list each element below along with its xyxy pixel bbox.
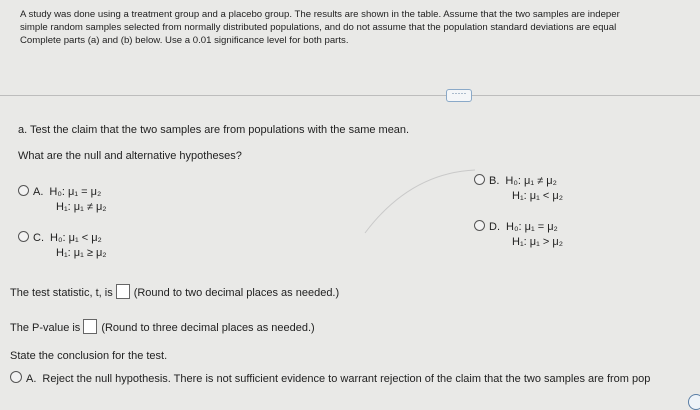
option-a-letter: A. <box>33 186 44 198</box>
option-b-h1: H₁: μ₁ < μ₂ <box>512 190 563 202</box>
option-c[interactable] <box>18 231 107 261</box>
radio-c[interactable] <box>18 231 29 242</box>
intro-line-3: Complete parts (a) and (b) below. Use a 0.01 significance level for both parts. <box>20 35 349 46</box>
radio-a[interactable] <box>18 185 29 196</box>
p-value-label: The P-value is <box>10 322 81 334</box>
radio-d[interactable] <box>474 220 485 231</box>
option-d-h1: H₁: μ₁ > μ₂ <box>512 236 563 248</box>
hypotheses-question: What are the null and alternative hypotheses? <box>18 150 242 162</box>
p-value-hint: (Round to three decimal places as needed.) <box>101 322 315 334</box>
section-divider <box>0 95 700 96</box>
option-d-h0: H₀: μ₁ = μ₂ <box>506 221 558 233</box>
test-statistic-input[interactable] <box>116 284 130 299</box>
conclusion-option-a-letter: A. <box>26 373 37 385</box>
test-statistic-hint: (Round to two decimal places as needed.) <box>133 287 340 299</box>
part-a-prompt: a. Test the claim that the two samples are from populations with the same mean. <box>18 124 410 136</box>
conclusion-radio-a[interactable] <box>10 371 22 383</box>
problem-intro <box>20 8 700 47</box>
option-c-h1: H₁: μ₁ ≥ μ₂ <box>56 247 107 259</box>
option-b[interactable] <box>474 174 563 204</box>
option-c-h0: H₀: μ₁ < μ₂ <box>50 232 102 244</box>
option-a[interactable] <box>18 185 107 215</box>
option-a-h0: H₀: μ₁ = μ₂ <box>49 186 102 198</box>
option-a-h1: H₁: μ₁ ≠ μ₂ <box>56 201 107 213</box>
option-c-letter: C. <box>33 232 44 244</box>
option-d-letter: D. <box>489 221 500 233</box>
scribble-arc <box>360 168 480 238</box>
option-b-letter: B. <box>489 175 500 187</box>
intro-line-1: A study was done using a treatment group and a placebo group. The results are shown in the table. Assume that the two samples are indeper <box>20 9 620 20</box>
show-more-button[interactable]: ····· <box>446 89 472 102</box>
p-value-row <box>10 319 315 334</box>
conclusion-option-a-text: Reject the null hypothesis. There is not sufficient evidence to warrant rejection of the claim that the two samples are from pop <box>42 373 651 385</box>
radio-b[interactable] <box>474 174 485 185</box>
test-statistic-row <box>10 284 339 299</box>
intro-line-2: simple random samples selected from normally distributed populations, and do not assume that the population standard deviations are equal <box>20 22 617 33</box>
help-circle-icon[interactable] <box>688 394 700 410</box>
conclusion-prompt: State the conclusion for the test. <box>10 350 168 362</box>
option-b-h0: H₀: μ₁ ≠ μ₂ <box>505 175 557 187</box>
p-value-input[interactable] <box>83 319 97 334</box>
conclusion-option-a[interactable] <box>10 371 650 385</box>
test-statistic-label: The test statistic, t, is <box>10 287 113 299</box>
option-d[interactable] <box>474 220 563 250</box>
